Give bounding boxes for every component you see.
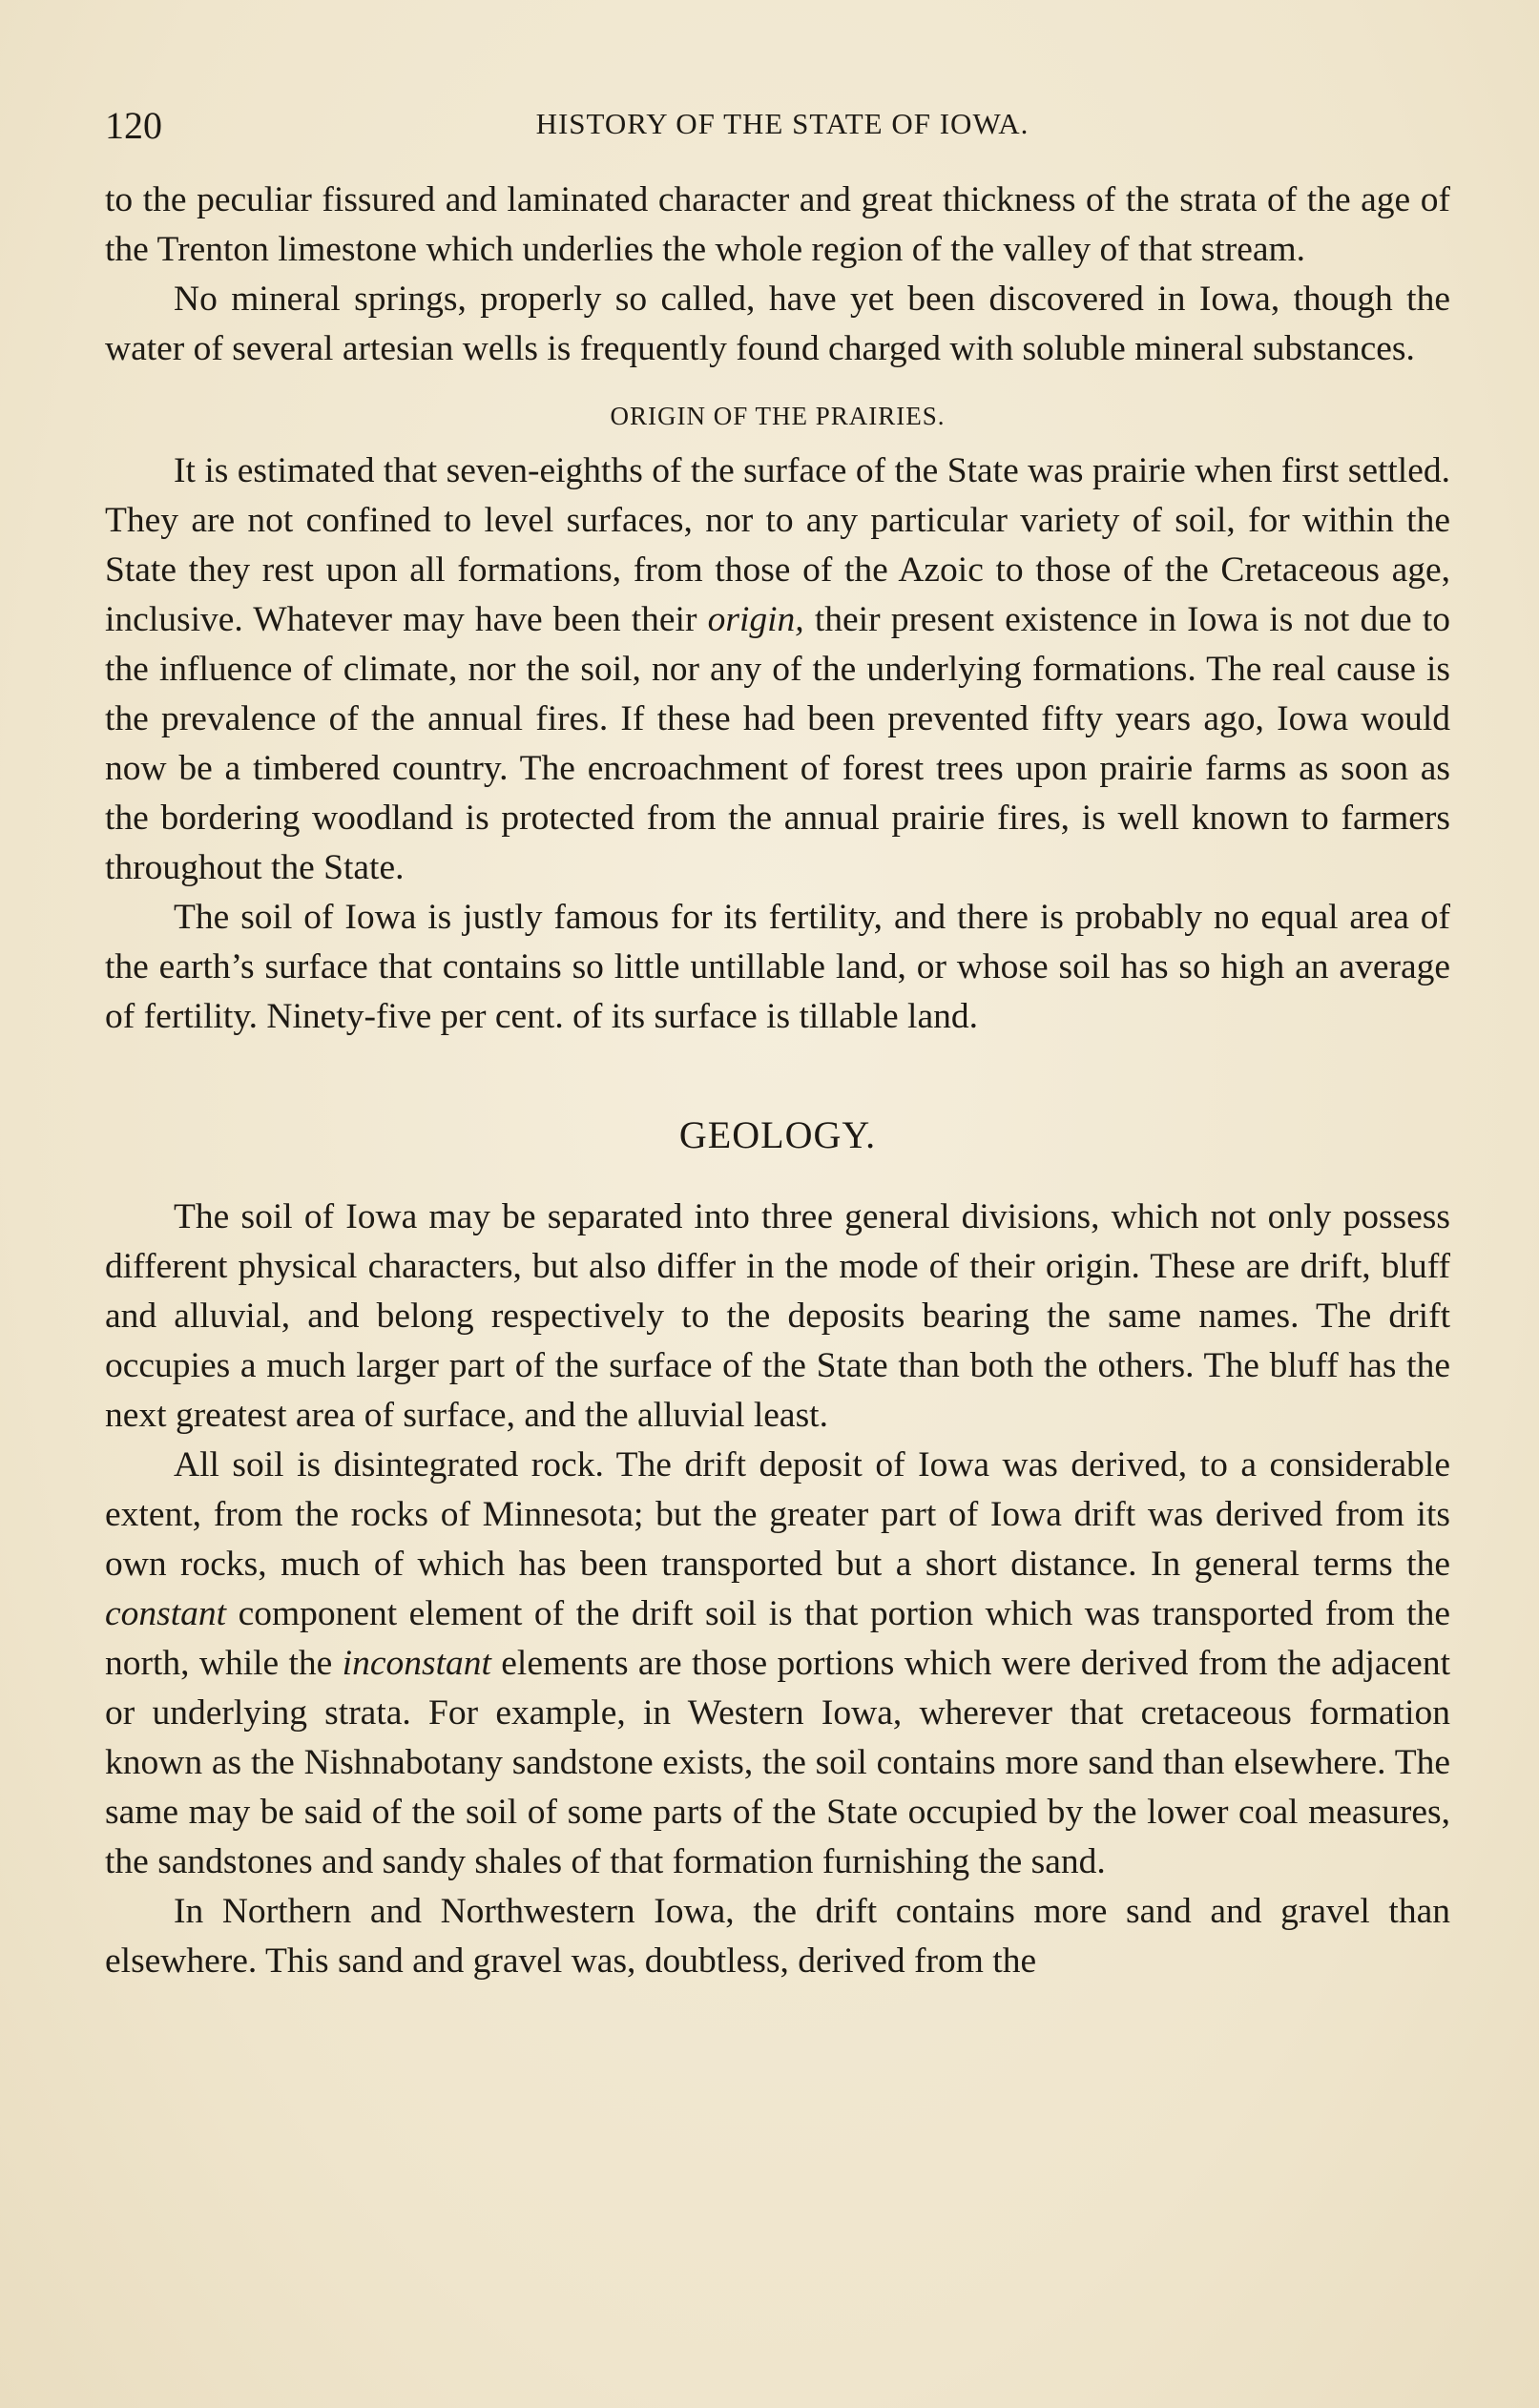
paragraph-drift-text-c: elements are those portions which were derived from the adjacent or underlying strata. For example, in Western Iowa, wherever that cretaceous formation known as the Nishnabotany sandstone exists, the soil contains more sand than elsewhere. The same may be said of the soil of some parts of the State occupied by the lower coal measures, the sandstones and sandy shales of that formation furnishing the sand.: [105, 1644, 1450, 1881]
paragraph-soil-fertility: The soil of Iowa is justly famous for its fertility, and there is probably no equal area of the earth’s surface that contains so little untillable land, or whose soil has so high an average of fertility. Ninety-five per cent. of its surface is tillable land.: [105, 898, 1450, 1036]
paragraph-continuation: to the peculiar fissured and laminated character and great thickness of the strata of the age of the Trenton limestone which underlies the whole region of the valley of that stream.: [105, 180, 1450, 269]
italic-constant: constant: [105, 1594, 227, 1633]
page-number: 120: [105, 104, 162, 147]
paragraph-prairies-text-b: their present existence in Iowa is not due to the influence of climate, nor the soil, nor any of the underlying formations. The real cause is the prevalence of the annual fires. If these had been prevented fifty years ago, Iowa would now be a timbered country. The encroachment of forest trees upon prairie farms as soon as the bordering woodland is protected from the annual prairie fires, is well known to farmers throughout the State.: [105, 600, 1450, 887]
italic-origin: origin,: [707, 600, 804, 639]
running-head: [105, 103, 1460, 145]
paragraph-prairies: [105, 446, 1450, 893]
section-heading-geology: GEOLOGY.: [678, 1113, 877, 1156]
paragraph-drift-text-b: component element of the drift soil is that portion which was transported from the north, while the: [105, 1594, 1450, 1683]
italic-inconstant: inconstant: [342, 1644, 491, 1683]
running-title: HISTORY OF THE STATE OF IOWA.: [535, 107, 1029, 140]
paragraph-drift-text-a: All soil is disintegrated rock. The drift deposit of Iowa was derived, to a considerable extent, from the rocks of Minnesota; but the greater part of Iowa drift was derived from its own rocks, much of which has been transported but a short distance. In general terms the: [105, 1445, 1450, 1584]
paragraph-mineral-springs: No mineral springs, properly so called, have yet been discovered in Iowa, though the water of several artesian wells is frequently found charged with soluble mineral substances.: [105, 280, 1450, 368]
paragraph-prairies-text-a: It is estimated that seven-eighths of the surface of the State was prairie when first settled. They are not confined to level surfaces, nor to any particular variety of soil, for within the State they rest upon all formations, from those of the Azoic to those of the Cretaceous age, inclusive. Whatever may have been their: [105, 451, 1450, 639]
paragraph-northern-iowa: In Northern and Northwestern Iowa, the drift contains more sand and gravel than elsewhere. This sand and gravel was, doubtless, derived from the: [105, 1892, 1450, 1981]
paragraph-soil-divisions: The soil of Iowa may be separated into three general divisions, which not only possess different physical characters, but also differ in the mode of their origin. These are drift, bluff and alluvial, and belong respectively to the deposits bearing the same names. The drift occupies a much larger part of the surface of the State than both the others. The bluff has the next greatest area of surface, and the alluvial least.: [105, 1197, 1450, 1435]
paragraph-drift-soil: [105, 1441, 1450, 1887]
section-heading-prairies: ORIGIN OF THE PRAIRIES.: [610, 402, 946, 430]
body-text: [105, 176, 1450, 1986]
